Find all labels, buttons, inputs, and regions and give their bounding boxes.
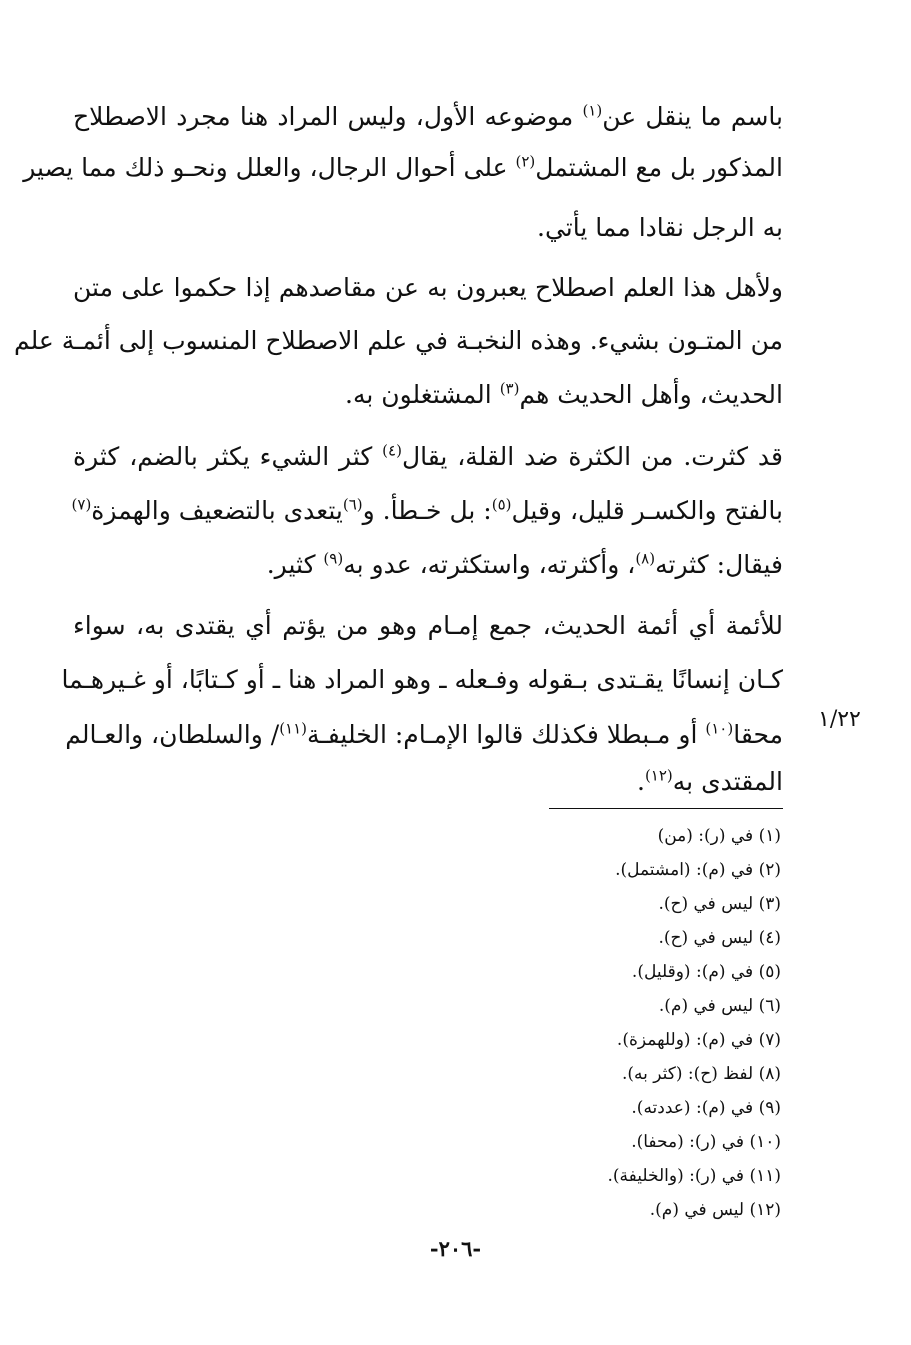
text-run: الحديث، وأهل الحديث هم <box>519 380 783 409</box>
footnote-item: (١١) في (ر): (والخليفة). <box>607 1166 781 1186</box>
text-run: ولأهل هذا العلم اصطلاح يعبرون به عن مقاصدهم إذا حكموا على متن <box>73 273 783 302</box>
text-run: فيقال: كثرته <box>655 550 783 579</box>
text-run: يتعدى بالتضعيف والهمزة <box>91 496 343 525</box>
text-line <box>73 97 783 137</box>
text-line <box>23 148 783 188</box>
text-run: كـان إنسانًا يقـتدى بـقوله وفـعله ـ وهو المراد هنا ـ أو كـتابًا، أو غـيرهـما <box>61 665 783 694</box>
footnote-ref: (٤) <box>382 441 402 460</box>
text-line <box>73 606 783 646</box>
footnote-item: (١٢) ليس في (م). <box>649 1200 781 1220</box>
footnote-item: (٥) في (م): (وقليل). <box>631 962 781 982</box>
text-line <box>73 437 783 477</box>
footnote-ref: (٩) <box>323 549 344 568</box>
text-run: من المتـون بشيء. وهذه النخبـة في علم الاصطلاح المنسوب إلى أئمـة علم <box>13 326 783 355</box>
text-run: المشتغلون به. <box>345 380 500 409</box>
text-run: قد كثرت. من الكثرة ضد القلة، يقال <box>401 442 784 471</box>
text-run: بالفتح والكسـر قليل، وقيل <box>511 496 783 525</box>
text-line <box>73 268 783 308</box>
footnote-item: (١٠) في (ر): (محفا). <box>631 1132 781 1152</box>
footnote-item: (٣) ليس في (ح). <box>658 894 781 914</box>
text-line <box>13 321 783 361</box>
footnote-item: (٩) في (م): (عددته). <box>631 1098 781 1118</box>
page-number: -٢٠٦- <box>429 1236 482 1261</box>
footnote-ref: (٢) <box>515 152 536 171</box>
footnote-ref: (٣) <box>499 379 520 398</box>
text-run: . <box>636 767 645 796</box>
footnote-item: (٧) في (م): (وللهمزة). <box>616 1030 781 1050</box>
text-run: للأئمة أي أئمة الحديث، جمع إمـام وهو من يؤتم أي يقتدى به، سواء <box>73 611 783 640</box>
footnote-ref: (١٠) <box>705 719 734 738</box>
text-run: به الرجل نقادا مما يأتي. <box>537 213 783 242</box>
text-line <box>73 545 783 585</box>
text-line <box>73 375 783 415</box>
text-line <box>73 491 783 531</box>
text-run: محقا <box>733 720 783 749</box>
text-line <box>61 660 783 700</box>
text-line <box>65 715 783 755</box>
text-run: على أحوال الرجال، والعلل ونحـو ذلك مما يصير <box>23 153 516 182</box>
text-run: موضوعه الأول، وليس المراد هنا مجرد الاصطلاح <box>73 102 583 131</box>
margin-folio-marker: ١/٢٢ <box>818 707 861 732</box>
text-line <box>73 208 783 248</box>
text-run: : بل خـطأ. و <box>362 496 492 525</box>
footnote-item: (٢) في (م): (امشتمل). <box>615 860 781 880</box>
footnote-ref: (١) <box>582 101 603 120</box>
text-run: أو مـبطلا فكذلك قالوا الإمـام: الخليفـة <box>307 720 706 749</box>
footnote-ref: (٨) <box>635 549 656 568</box>
text-run: / والسلطان، والعـالم <box>65 720 280 749</box>
footnote-ref: (١١) <box>279 719 308 738</box>
footnote-item: (١) في (ر): (من) <box>657 826 781 846</box>
footnote-ref: (١٢) <box>644 766 673 785</box>
footnote-item: (٨) لفظ (ح): (كثر به). <box>621 1064 781 1084</box>
footnote-ref: (٧) <box>71 495 92 514</box>
footnote-ref: (٦) <box>342 495 363 514</box>
footnote-item: (٦) ليس في (م). <box>658 996 781 1016</box>
text-run: ، وأكثرته، واستكثرته، عدو به <box>343 550 636 579</box>
text-run: كثر الشيء يكثر بالضم، كثرة <box>73 442 383 471</box>
text-run: كثير. <box>266 550 324 579</box>
footnote-item: (٤) ليس في (ح). <box>658 928 781 948</box>
footnote-ref: (٥) <box>491 495 512 514</box>
text-line <box>73 762 783 802</box>
text-run: المذكور بل مع المشتمل <box>535 153 783 182</box>
text-run: المقتدى به <box>672 767 783 796</box>
text-run: باسم ما ينقل عن <box>602 102 783 131</box>
footnote-separator <box>549 808 783 809</box>
